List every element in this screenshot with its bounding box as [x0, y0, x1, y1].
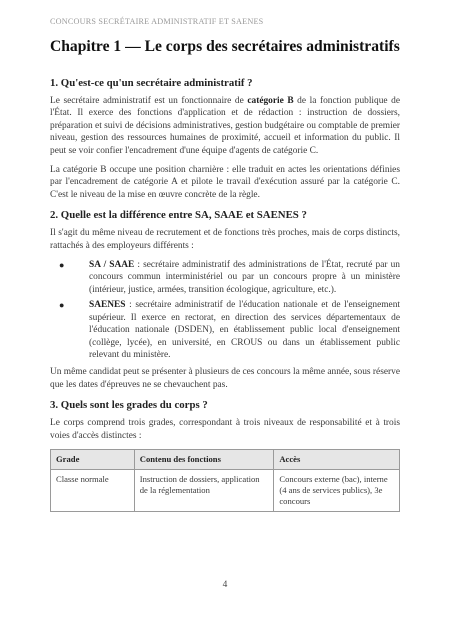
bullet-text: : secrétaire administratif de l'éducation nationale et de l'enseignement supérieur. Il exerce en rectorat, en direction des services départementaux de l'éducation nationale (DSDEN), en établissement public local d'enseignement (collège, lycée), en université, en CROUS ou dans un établissement public relevant du ministère. — [89, 300, 400, 360]
section-heading-2: 2. Quelle est la différence entre SA, SAAE et SAENES ? — [50, 209, 307, 222]
paragraph-text: de la fonction publique de l'État. Il exerce des fonctions d'application et de rédaction : instruction de dossiers, préparation et suivi de décisions administratives, gestion budgétaire ou comptable de premier niveau, gestion des ressources humaines de proximité, accueil et information du public. Il peut se voir confier l'encadrement d'une équipe d'agents de catégorie C. — [50, 96, 400, 156]
section-heading-3: 3. Quels sont les grades du corps ? — [50, 399, 208, 412]
bullet-term: SAENES — [89, 300, 126, 311]
table-row — [51, 469, 400, 511]
section-2-outro: Un même candidat peut se présenter à plusieurs de ces concours la même année, sous réserve que les dates d'épreuves ne se chevauchent pas. — [50, 367, 400, 390]
paragraph-text: Le secrétaire administratif est un fonctionnaire de — [50, 96, 248, 106]
section-1-paragraph-1 — [50, 95, 400, 157]
section-1-paragraph-2: La catégorie B occupe une position charnière : elle traduit en actes les orientations définies par l'encadrement de catégorie A et pilote le travail d'exécution assuré par la catégorie C. C'est le niveau de la mise en œuvre concrète de la règle. — [50, 165, 400, 200]
section-2-intro: Il s'agit du même niveau de recrutement et de fonctions très proches, mais de corps distincts, rattachés à des employeurs différents : — [50, 228, 400, 251]
table-header-cell: Contenu des fonctions — [134, 449, 274, 469]
table-cell: Instruction de dossiers, application de la réglementation — [134, 469, 274, 511]
table-header-row — [51, 449, 400, 469]
bullet-text: : secrétaire administratif des administrations de l'État, recruté par un concours commun interministériel ou par un concours propre à un ministère (intérieur, justice, armées, transition écologique, agriculture, etc.). — [89, 260, 400, 295]
bullet-term: SA / SAAE — [89, 260, 135, 271]
list-item — [59, 259, 400, 296]
table-header-cell: Accès — [274, 449, 400, 469]
grades-table — [50, 449, 400, 512]
table-cell: Classe normale — [51, 469, 135, 511]
chapter-title: Chapitre 1 — Le corps des secrétaires administratifs — [50, 38, 400, 55]
section-3-intro: Le corps comprend trois grades, correspondant à trois niveaux de responsabilité et à trois voies d'accès distinctes : — [50, 418, 400, 441]
list-item — [59, 299, 400, 361]
bullet-icon: ● — [59, 300, 65, 311]
bullet-list — [50, 259, 400, 361]
paragraph-bold: catégorie B — [247, 96, 294, 106]
section-heading-1: 1. Qu'est-ce qu'un secrétaire administratif ? — [50, 77, 253, 89]
running-header: CONCOURS SECRÉTAIRE ADMINISTRATIF ET SAENES — [50, 17, 264, 26]
table-cell: Concours externe (bac), interne (4 ans de services publics), 3e concours — [274, 469, 400, 511]
page-number: 4 — [222, 580, 228, 590]
bullet-icon: ● — [59, 260, 65, 271]
table-header-cell: Grade — [51, 449, 135, 469]
